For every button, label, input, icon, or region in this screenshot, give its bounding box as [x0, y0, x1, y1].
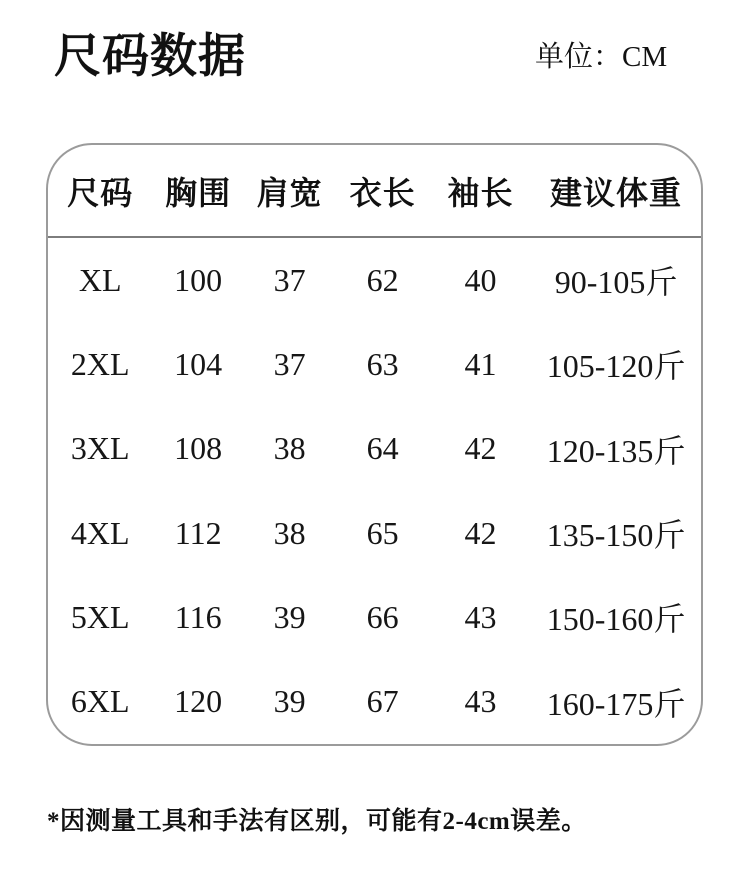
size-table — [46, 143, 703, 746]
cell-size: 5XL — [70, 598, 130, 635]
unit-label: 单位：CM — [535, 41, 668, 73]
cell-chest: 108 — [174, 430, 223, 467]
cell-chest: 104 — [174, 345, 223, 382]
cell-chest: 100 — [174, 261, 223, 298]
column-header-length: 衣长 — [349, 174, 416, 211]
table-row-5xl — [48, 575, 701, 659]
cell-chest: 116 — [174, 598, 222, 635]
column-header-chest: 胸围 — [165, 174, 232, 211]
cell-size: 2XL — [70, 345, 130, 382]
table-row-6xl — [48, 660, 701, 744]
cell-weight: 150-160斤 — [546, 601, 686, 638]
table-row-4xl — [48, 491, 701, 575]
cell-sleeve: 43 — [464, 683, 497, 720]
cell-sleeve: 41 — [464, 345, 497, 382]
cell-length: 66 — [366, 598, 399, 635]
cell-weight: 160-175斤 — [546, 685, 686, 722]
column-header-sleeve: 袖长 — [447, 174, 514, 211]
cell-sleeve: 42 — [464, 430, 497, 467]
page-title: 尺码数据 — [54, 31, 246, 83]
cell-size: 6XL — [70, 683, 130, 720]
table-row-2xl — [48, 322, 701, 406]
cell-shoulder: 39 — [273, 598, 306, 635]
cell-length: 62 — [366, 261, 399, 298]
cell-size: 3XL — [70, 430, 130, 467]
cell-length: 65 — [366, 514, 399, 551]
table-row-xl — [48, 238, 701, 322]
cell-length: 63 — [366, 345, 399, 382]
cell-shoulder: 37 — [273, 261, 306, 298]
measurement-disclaimer: *因测量工具和手法有区别，可能有2-4cm误差。 — [47, 808, 587, 835]
cell-weight: 90-105斤 — [554, 264, 678, 301]
cell-shoulder: 38 — [273, 430, 306, 467]
cell-shoulder: 38 — [273, 514, 306, 551]
table-body — [48, 238, 701, 744]
cell-weight: 135-150斤 — [546, 517, 686, 554]
cell-sleeve: 40 — [464, 261, 497, 298]
cell-length: 64 — [366, 430, 399, 467]
cell-chest: 120 — [174, 683, 223, 720]
cell-length: 67 — [366, 683, 399, 720]
cell-size: 4XL — [70, 514, 130, 551]
column-header-suggested-weight: 建议体重 — [550, 174, 683, 211]
cell-sleeve: 43 — [464, 598, 497, 635]
table-header-row — [48, 145, 701, 238]
cell-shoulder: 37 — [273, 345, 306, 382]
cell-chest: 112 — [174, 514, 222, 551]
cell-size: XL — [78, 261, 122, 298]
table-row-3xl — [48, 407, 701, 491]
column-header-size: 尺码 — [67, 174, 134, 211]
cell-shoulder: 39 — [273, 683, 306, 720]
cell-sleeve: 42 — [464, 514, 497, 551]
column-header-shoulder: 肩宽 — [256, 174, 323, 211]
cell-weight: 120-135斤 — [546, 432, 686, 469]
cell-weight: 105-120斤 — [546, 348, 686, 385]
